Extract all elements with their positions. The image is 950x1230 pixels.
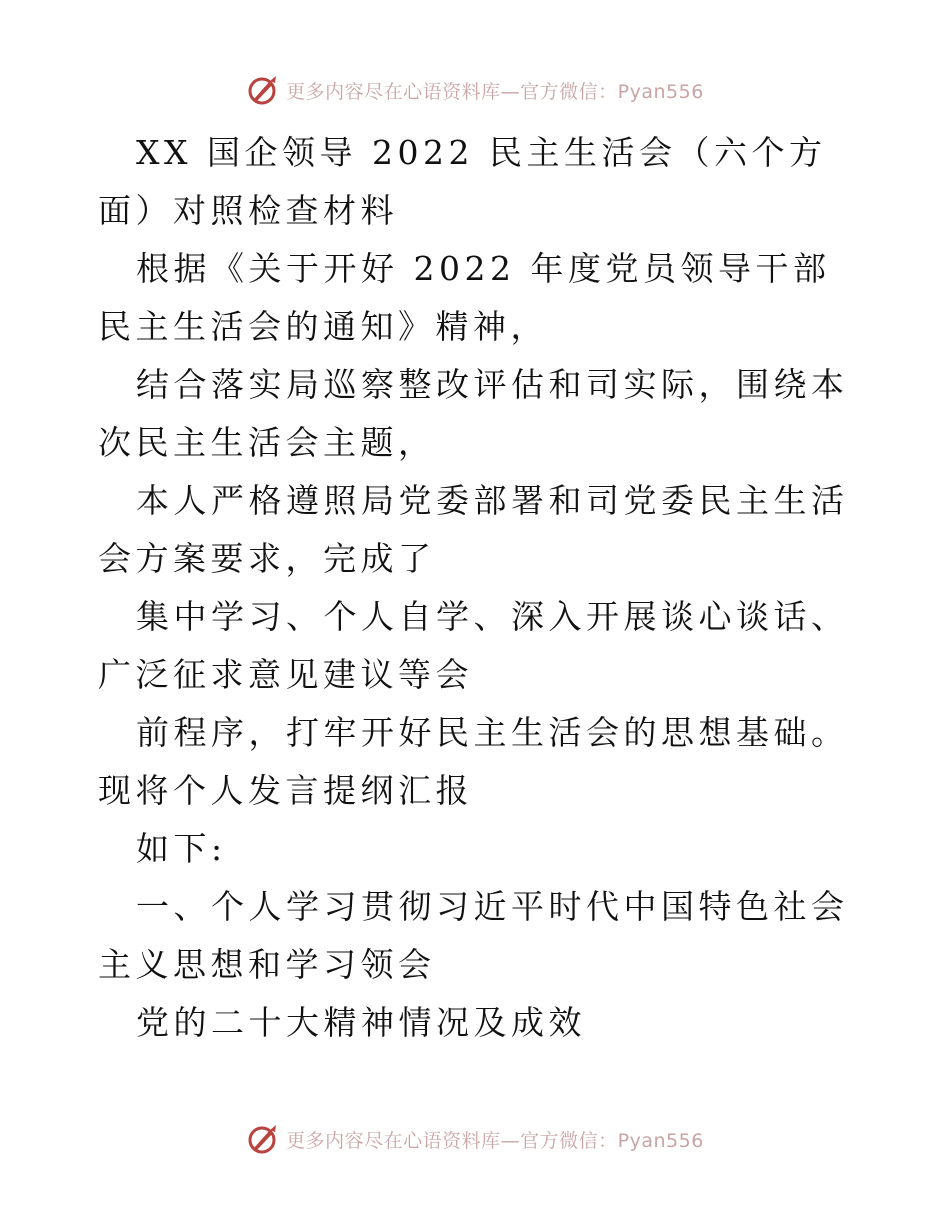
paragraph: 如下: <box>136 829 227 868</box>
paragraph: 本人严格遵照局党委部署和司党委民主生活会方案要求，完成了 <box>98 481 849 578</box>
watermark-text: 更多内容尽在心语资料库—官方微信：Pyan556 <box>286 1129 704 1152</box>
quill-pen-circle-icon <box>246 1122 280 1156</box>
header-watermark <box>0 70 950 110</box>
document-title: XX 国企领导 2022 民主生活会（六个方面）对照检查材料 <box>98 133 827 230</box>
paragraph: 结合落实局巡察整改评估和司实际，围绕本次民主生活会主题， <box>98 365 849 462</box>
paragraph: 集中学习、个人自学、深入开展谈心谈话、广泛征求意见建议等会 <box>98 597 849 694</box>
footer-watermark <box>0 1119 950 1159</box>
paragraph: 根据《关于开好 2022 年度党员领导干部民主生活会的通知》精神， <box>98 249 831 346</box>
watermark-text: 更多内容尽在心语资料库—官方微信：Pyan556 <box>286 80 704 103</box>
section-heading: 一、个人学习贯彻习近平时代中国特色社会主义思想和学习领会 <box>98 887 849 984</box>
paragraph: 党的二十大精神情况及成效 <box>136 1003 586 1042</box>
quill-pen-circle-icon <box>246 73 280 107</box>
paragraph: 前程序，打牢开好民主生活会的思想基础。现将个人发言提纲汇报 <box>98 713 849 810</box>
document-body <box>98 124 858 1052</box>
